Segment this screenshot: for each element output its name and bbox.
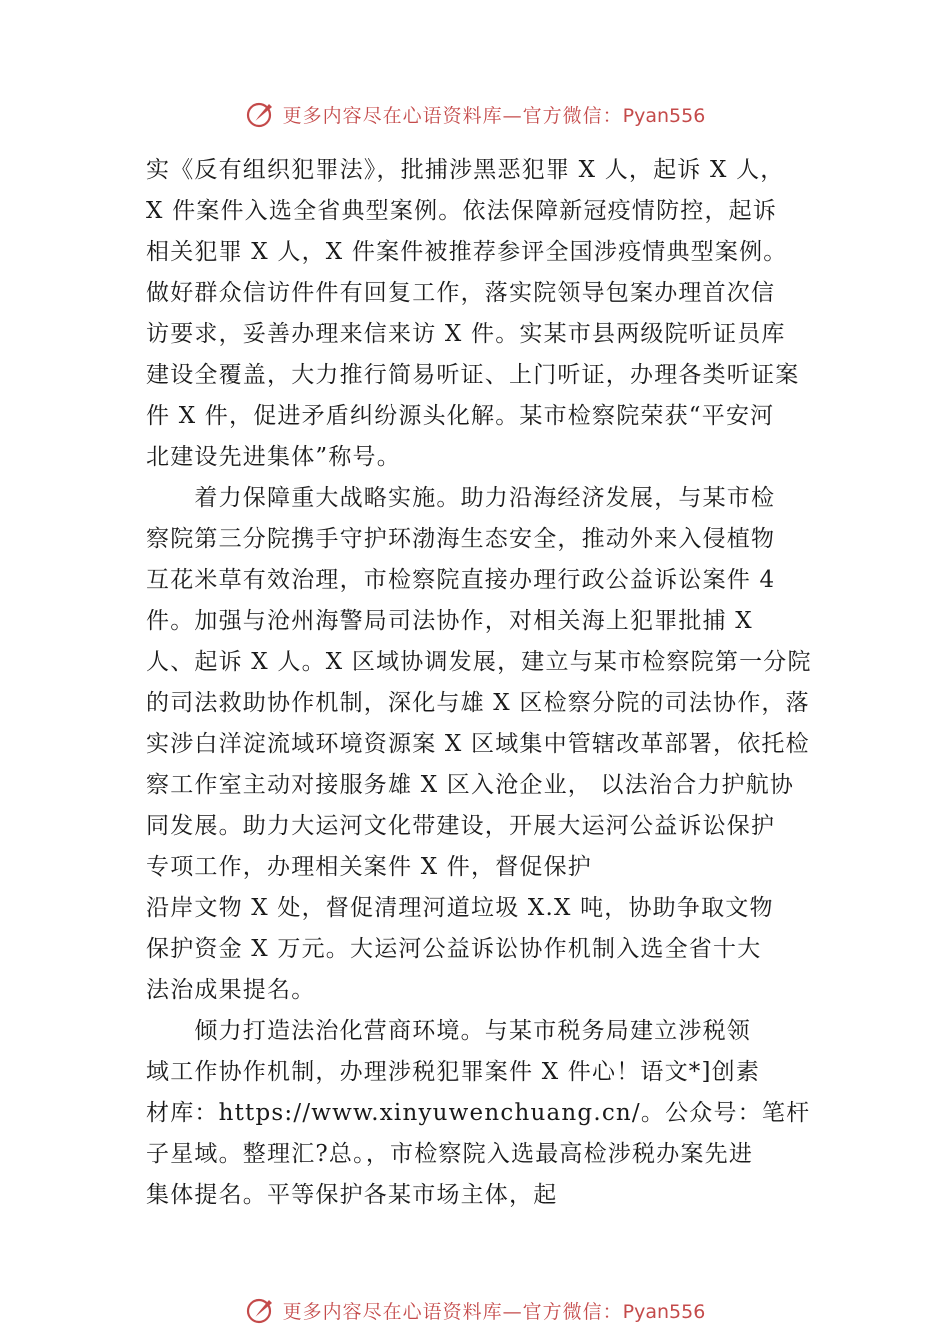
text-line: 察工作室主动对接服务雄 X 区入沧企业， 以法治合力护航协 [146,772,795,798]
footer-banner-text: 更多内容尽在心语资料库—官方微信：Pyan556 [282,1300,706,1323]
text-line: 材库：https://www.xinyuwenchuang.cn/。公众号：笔杆 [146,1100,811,1126]
text-line: 察院第三分院携手守护环渤海生态安全，推动外来入侵植物 [146,526,776,552]
footer-banner [0,1290,950,1330]
text-line: 访要求，妥善办理来信来访 X 件。实某市县两级院听证员库 [146,321,786,347]
text-line: 倾力打造法治化营商环境。与某市税务局建立涉税领 [146,1018,751,1044]
text-line: 的司法救助协作机制，深化与雄 X 区检察分院的司法协作，落 [146,690,810,716]
text-line: 沿岸文物 X 处，督促清理河道垃圾 X.X 吨，协助争取文物 [146,895,774,921]
text-line: 域工作协作机制，办理涉税犯罪案件 X 件心！语文*]创素 [146,1059,761,1085]
text-line: 着力保障重大战略实施。助力沿海经济发展，与某市检 [146,485,776,511]
quill-logo-icon [245,1294,277,1326]
text-line: 互花米草有效治理，市检察院直接办理行政公益诉讼案件 4 [146,567,776,593]
text-line: 保护资金 X 万元。大运河公益诉讼协作机制入选全省十大 [146,936,762,962]
header-wechat-id: Pyan556 [622,104,706,127]
text-line: 人、起诉 X 人。X 区域协调发展，建立与某市检察院第一分院 [146,649,812,675]
header-banner [0,94,950,134]
text-line: 建设全覆盖，大力推行简易听证、上门听证，办理各类听证案 [146,362,800,388]
header-banner-text: 更多内容尽在心语资料库—官方微信：Pyan556 [282,104,706,127]
text-line: 集体提名。平等保护各某市场主体，起 [146,1182,558,1208]
document-body [146,150,816,1216]
text-line: 相关犯罪 X 人，X 件案件被推荐参评全国涉疫情典型案例。 [146,239,788,265]
text-line: 件 X 件，促进矛盾纠纷源头化解。某市检察院荣获“平安河 [146,403,775,429]
text-line: 件。加强与沧州海警局司法协作，对相关海上犯罪批捕 X [146,608,753,634]
paragraph [146,478,816,1011]
text-line: 同发展。助力大运河文化带建设，开展大运河公益诉讼保护 [146,813,776,839]
text-line: 法治成果提名。 [146,977,316,1003]
paragraph [146,150,816,478]
text-line: 实涉白洋淀流域环境资源案 X 区域集中管辖改革部署，依托检 [146,731,810,757]
footer-wechat-id: Pyan556 [622,1300,706,1323]
text-line: 北建设先进集体”称号。 [146,444,401,470]
text-line: 做好群众信访件件有回复工作，落实院领导包案办理首次信 [146,280,776,306]
paragraph [146,1011,816,1216]
text-line: X 件案件入选全省典型案例。依法保障新冠疫情防控，起诉 [146,198,778,224]
quill-logo-icon [245,98,277,130]
text-line: 实《反有组织犯罪法》，批捕涉黑恶犯罪 X 人，起诉 X 人， [146,157,785,183]
text-line: 子星域。整理汇?总。，市检察院入选最高检涉税办案先进 [146,1141,754,1167]
text-line: 专项工作，办理相关案件 X 件，督促保护 [146,854,592,880]
